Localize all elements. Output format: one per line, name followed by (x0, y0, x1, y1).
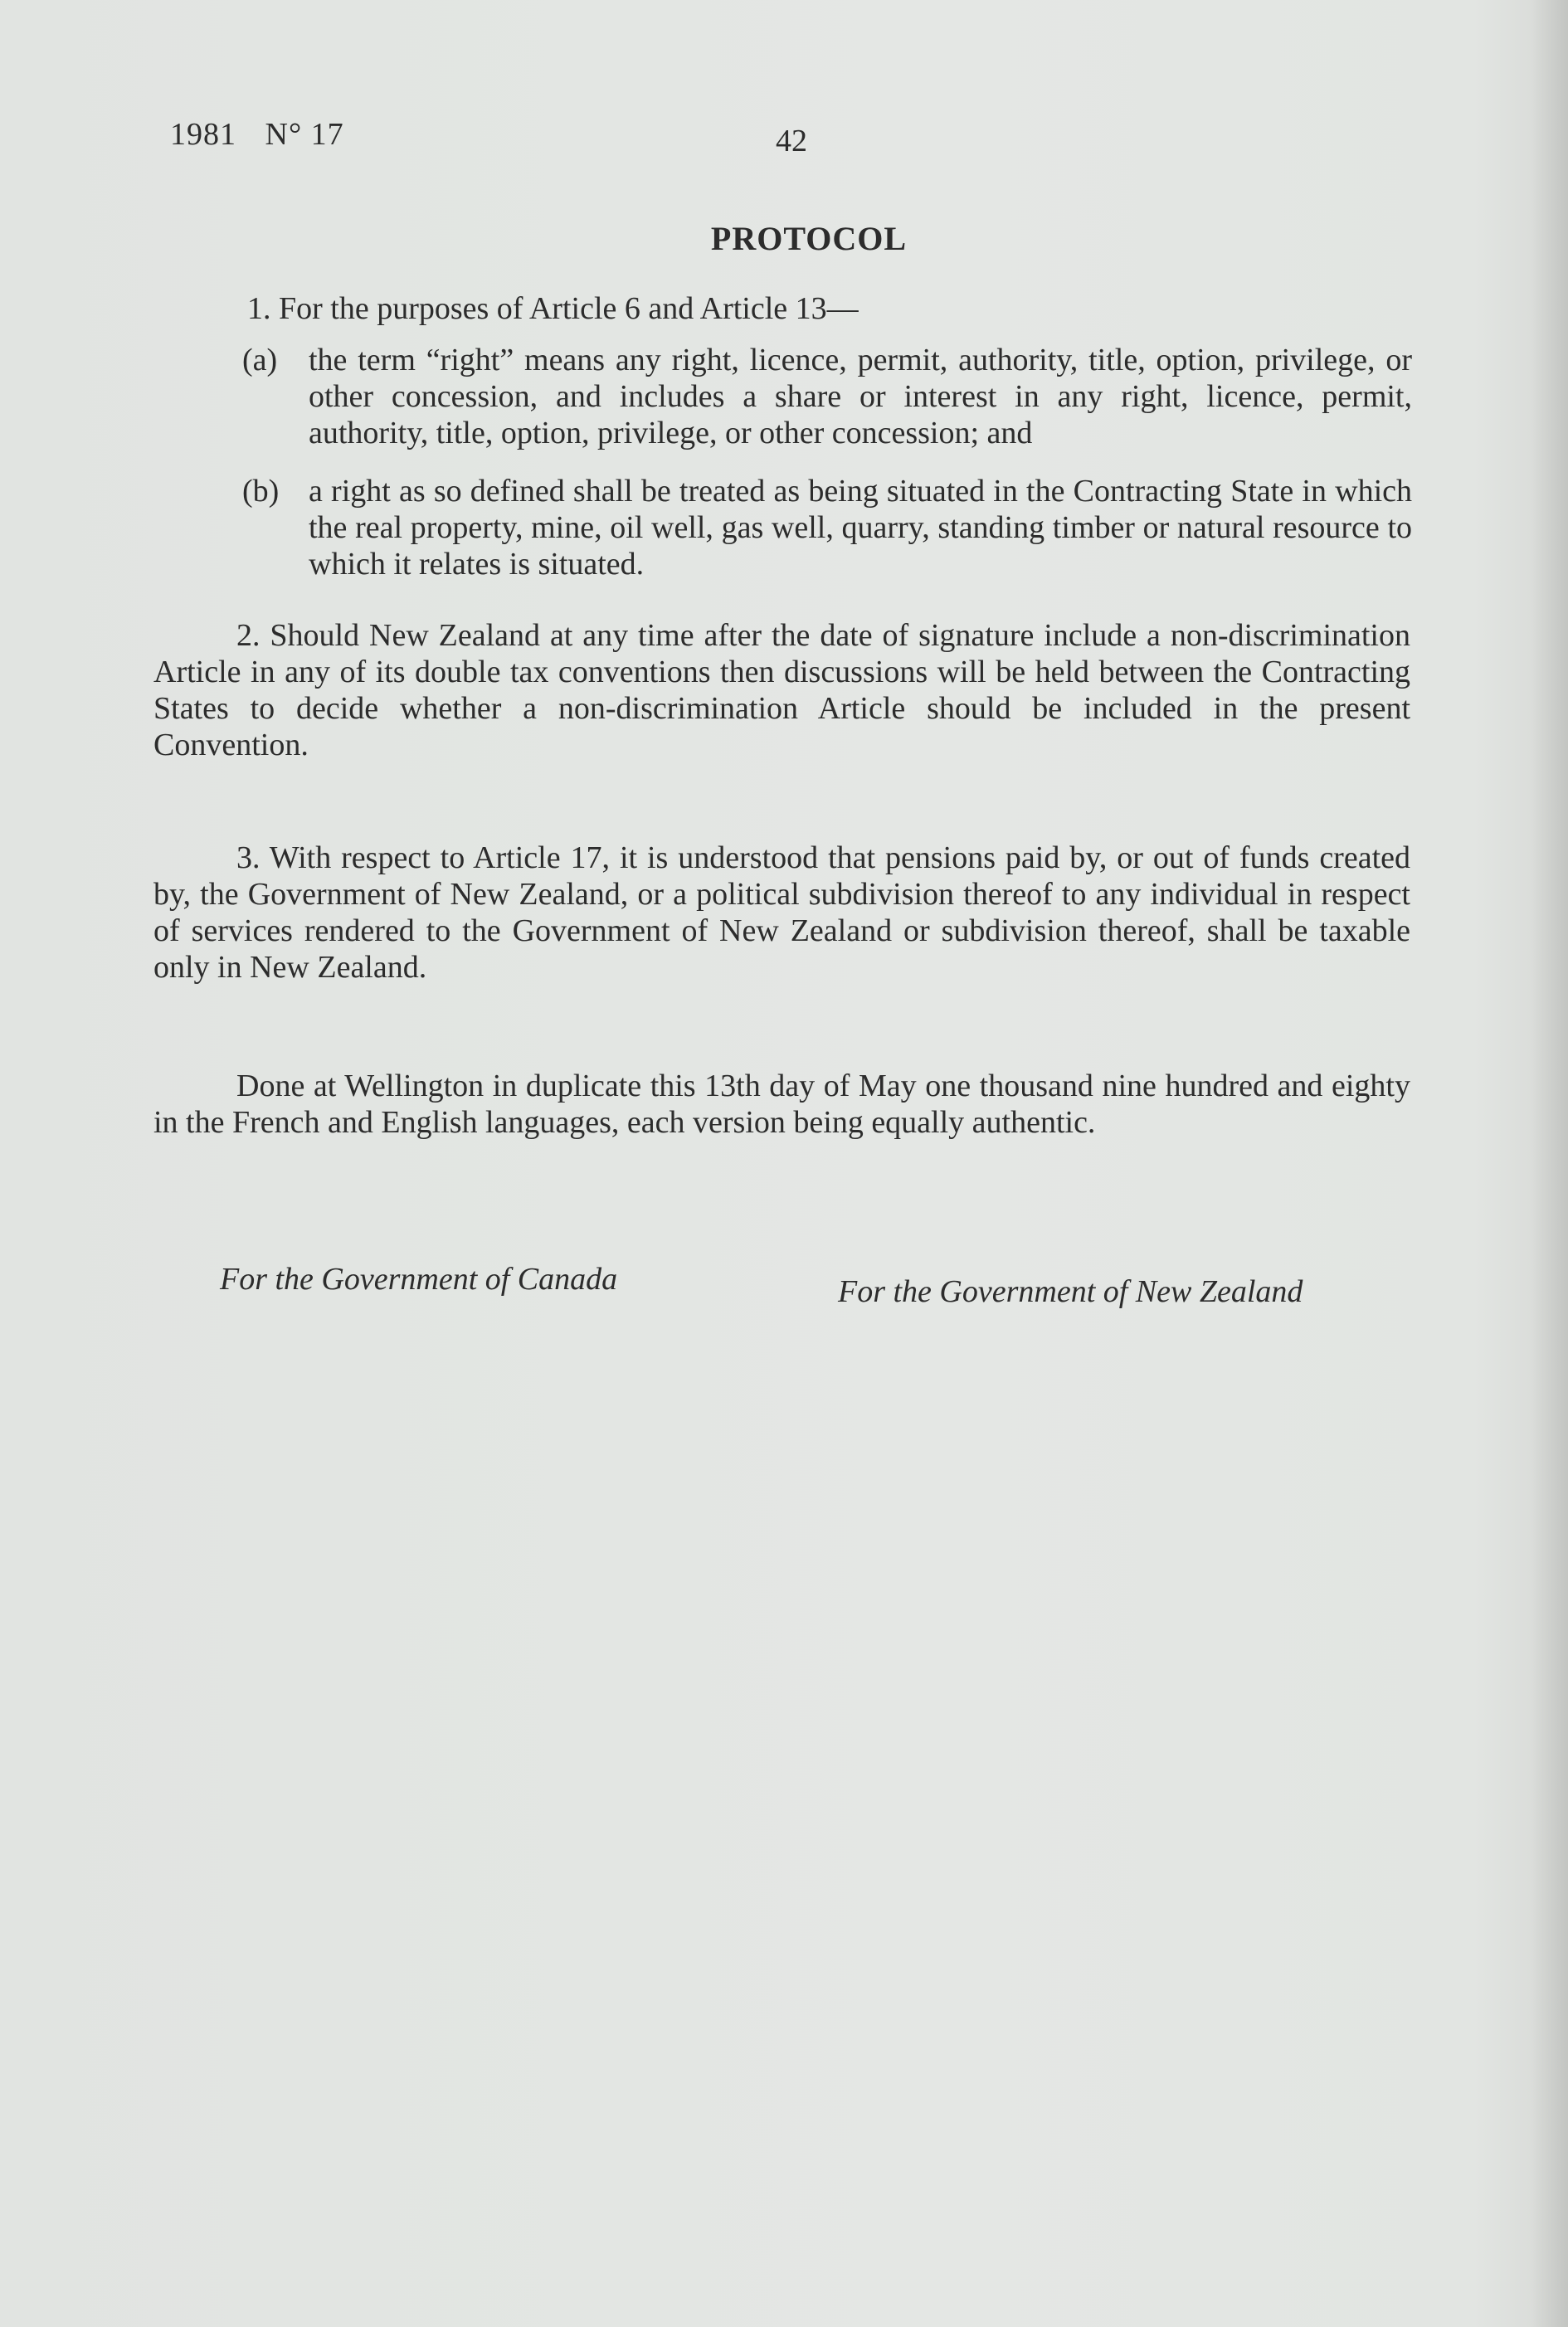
list-item-text: a right as so defined shall be treated as being situated in the Contracting State in which the real property, mine, oil well, gas well, quarry, standing timber or natural resource to which it relates is situated. (309, 474, 1412, 582)
list-marker: (b) (242, 474, 280, 509)
paragraph-2: 2. Should New Zealand at any time after the date of signature include a non-discrimination Article in any of its double tax conventions then discussions will be held between the Contracting States to decide whether a non-discrimination Article should be included in the present Convention. (153, 618, 1410, 762)
running-header (170, 116, 364, 153)
list-marker: (a) (242, 343, 278, 377)
list-item-b (242, 473, 1412, 597)
closing-paragraph: Done at Wellington in duplicate this 13th day of May one thousand nine hundred and eighty in the French and English languages, each version being equally authentic. (153, 1069, 1410, 1140)
list-item-text: the term “right” means any right, licence, permit, authority, title, option, privilege, or other concession, and includes a share or interest in any right, licence, permit, authority, title, option, privilege, or other concession; and (309, 343, 1412, 450)
signature-new-zealand: For the Government of New Zealand (838, 1274, 1303, 1309)
page-number: 42 (776, 124, 807, 158)
paragraph-3: 3. With respect to Article 17, it is understood that pensions paid by, or out of funds created by, the Government of New Zealand, or a political subdivision thereof to any individual in respect of services rendered to the Government of New Zealand or subdivision thereof, shall be taxable only in New Zealand. (153, 840, 1410, 985)
header-number: N° 17 (265, 117, 344, 152)
list-item-a (242, 342, 1412, 466)
header-year: 1981 (170, 117, 236, 152)
page-edge-shadow (1531, 0, 1568, 2327)
page-title: PROTOCOL (710, 220, 908, 257)
section-1-intro: 1. For the purposes of Article 6 and Article 13— (247, 291, 859, 326)
signature-canada: For the Government of Canada (220, 1262, 618, 1297)
